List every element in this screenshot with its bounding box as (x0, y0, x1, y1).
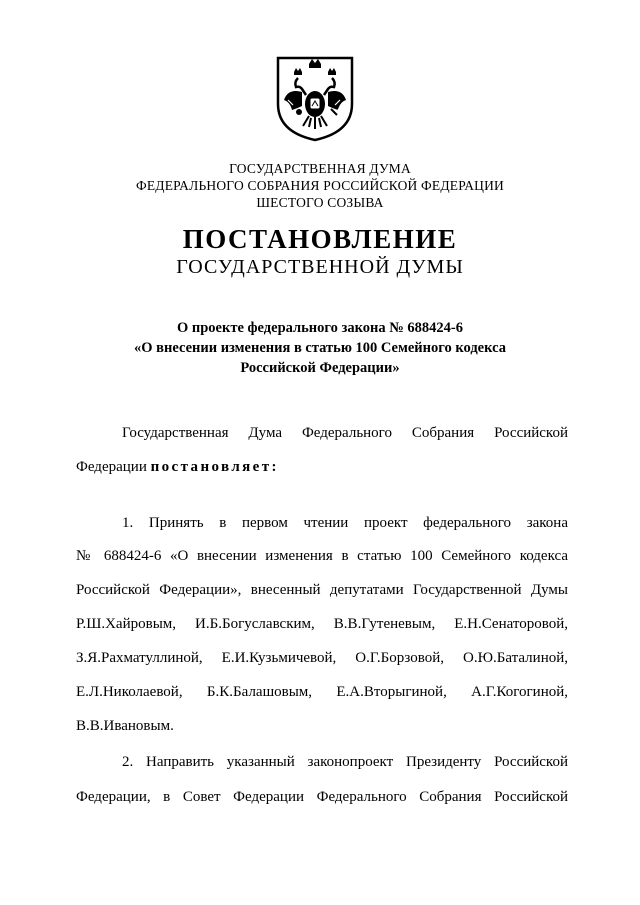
paragraph-1-line-5: З.Я.Рахматуллиной, Е.И.Кузьмичевой, О.Г.Борзовой, О.Ю.Баталиной, (76, 650, 568, 666)
paragraph-1-line-1: 1. Принять в первом чтении проект федерального закона (122, 515, 568, 531)
document-title: ПОСТАНОВЛЕНИЕ (182, 224, 458, 254)
subject-line-2: «О внесении изменения в статью 100 Семейного кодекса (134, 340, 506, 356)
document-subtitle: ГОСУДАРСТВЕННОЙ ДУМЫ (176, 256, 464, 278)
org-line-duma: ГОСУДАРСТВЕННАЯ ДУМА (229, 161, 411, 176)
paragraph-1-line-3: Российской Федерации», внесенный депутатами Государственной Думы (76, 582, 568, 598)
org-line-federal-assembly: ФЕДЕРАЛЬНОГО СОБРАНИЯ РОССИЙСКОЙ ФЕДЕРАЦИИ (136, 178, 504, 193)
paragraph-1-line-7: В.В.Ивановым. (76, 718, 174, 734)
preamble-line-1: Государственная Дума Федерального Собрания Российской (122, 425, 568, 441)
subject-line-3: Российской Федерации» (240, 360, 400, 376)
paragraph-1-line-2: № 688424-6 «О внесении изменения в статью 100 Семейного кодекса (76, 548, 568, 564)
paragraph-2-line-1: 2. Направить указанный законопроект Президенту Российской (122, 754, 568, 770)
paragraph-2-line-2: Федерации, в Совет Федерации Федерального Собрания Российской (76, 789, 568, 805)
preamble-line-2 (76, 457, 568, 477)
preamble-country: Федерации (76, 459, 147, 475)
subject-line-1: О проекте федерального закона № 688424-6 (176, 320, 464, 336)
resolves-verb: постановляет: (150, 459, 279, 475)
coat-of-arms-emblem (272, 52, 358, 142)
paragraph-1-line-4: Р.Ш.Хайровым, И.Б.Богуславским, В.В.Гутеневым, Е.Н.Сенаторовой, (76, 616, 568, 632)
paragraph-1-line-6: Е.Л.Николаевой, Б.К.Балашовым, Е.А.Вторыгиной, А.Г.Когогиной, (76, 684, 568, 700)
org-line-convocation: ШЕСТОГО СОЗЫВА (256, 195, 384, 210)
